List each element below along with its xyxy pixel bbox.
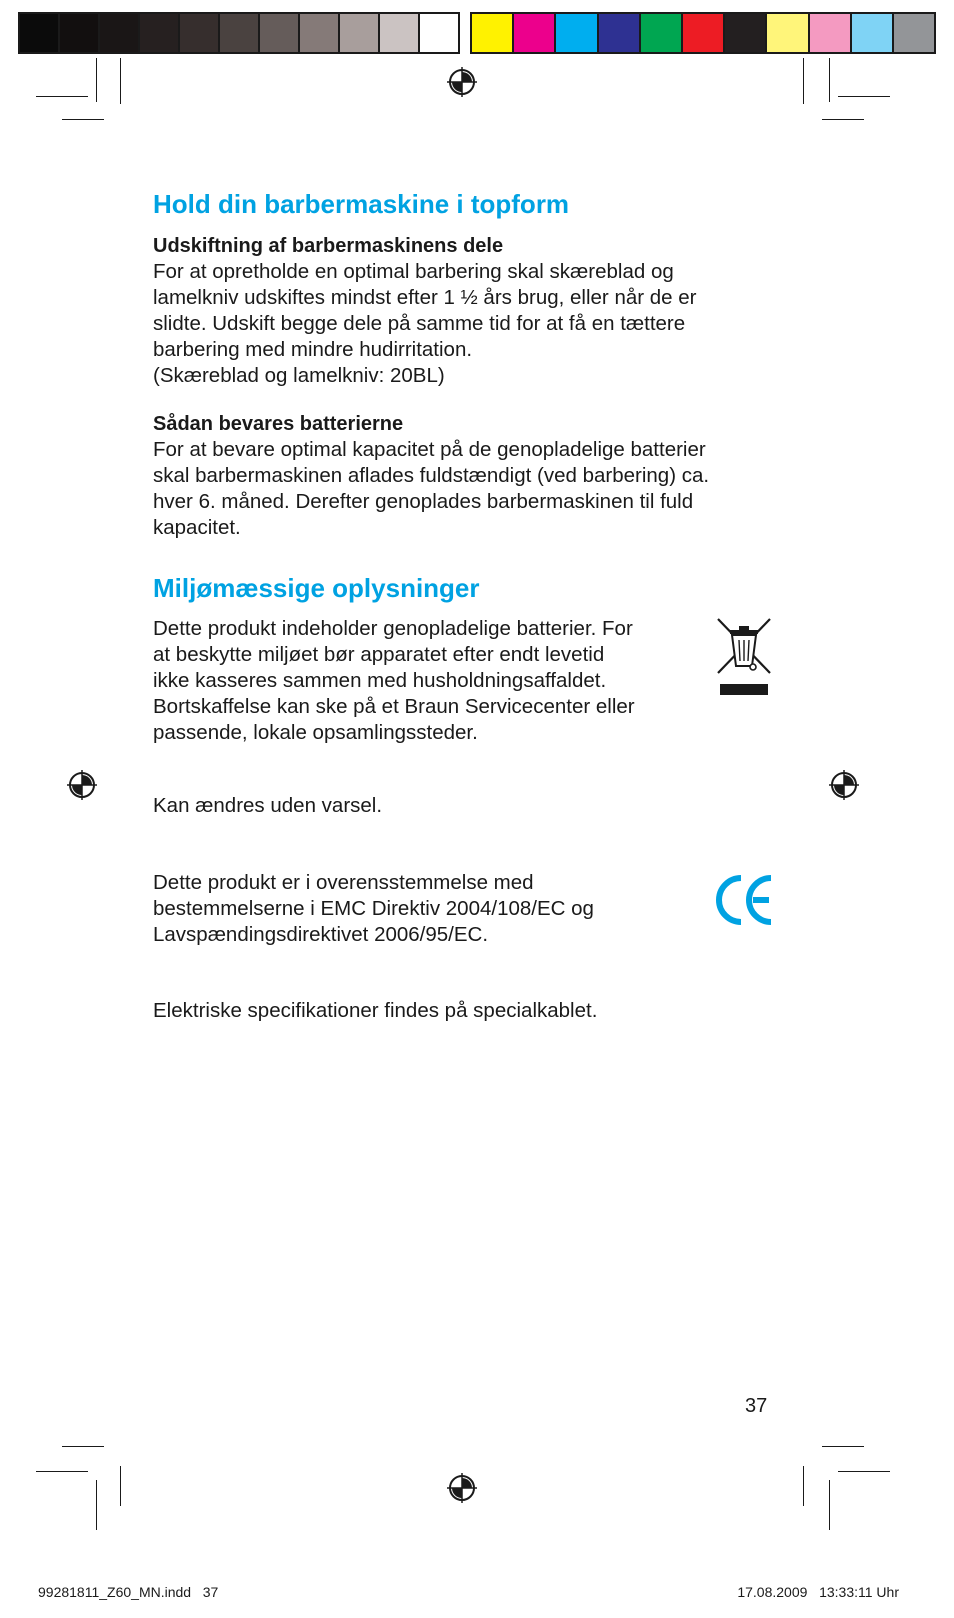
subsection-heading: Udskiftning af barbermaskinens dele: [153, 235, 504, 257]
crop-mark: [120, 1466, 121, 1506]
color-swatch: [723, 14, 765, 52]
paragraph-line: bestemmelserne i EMC Direktiv 2004/108/EC og: [153, 897, 594, 920]
crop-mark: [822, 119, 864, 120]
crop-mark: [36, 1471, 88, 1472]
color-swatch: [218, 14, 258, 52]
gray-calibration-bar: [18, 12, 460, 54]
electrical-specs-note: Elektriske specifikationer findes på specialkablet.: [153, 999, 598, 1022]
file-slug: 99281811_Z60_MN.indd 37: [38, 1584, 219, 1600]
paragraph-line: at beskytte miljøet bør apparatet efter endt levetid: [153, 643, 605, 666]
color-swatch: [338, 14, 378, 52]
color-swatch: [554, 14, 596, 52]
ce-conformity-paragraph: [153, 870, 713, 948]
paragraph-line: ikke kasseres sammen med husholdningsaffaldet.: [153, 669, 607, 692]
crop-mark: [96, 58, 97, 102]
crop-mark: [36, 96, 88, 97]
color-swatch: [681, 14, 723, 52]
ce-mark-icon: [713, 872, 775, 928]
color-swatch: [892, 14, 934, 52]
color-swatch: [765, 14, 807, 52]
color-swatch: [20, 14, 58, 52]
paragraph-line: Dette produkt er i overensstemmelse med: [153, 871, 534, 894]
color-swatch: [258, 14, 298, 52]
change-notice: Kan ændres uden varsel.: [153, 794, 383, 817]
page-number: 37: [745, 1395, 768, 1417]
paragraph-line: Dette produkt indeholder genopladelige batterier. For: [153, 617, 633, 640]
crop-mark: [822, 1446, 864, 1447]
registration-mark-icon: [447, 67, 477, 97]
paragraph-line: hver 6. måned. Derefter genoplades barbermaskinen til fuld: [153, 490, 694, 513]
crop-mark: [829, 58, 830, 102]
subsection-heading: Sådan bevares batterierne: [153, 413, 404, 435]
color-swatch: [58, 14, 98, 52]
crop-mark: [120, 58, 121, 104]
color-swatch: [298, 14, 338, 52]
color-swatch: [138, 14, 178, 52]
subsection-battery-care: [153, 411, 803, 541]
section-title-care: Hold din barbermaskine i topform: [153, 189, 570, 219]
color-swatch: [418, 14, 458, 52]
crop-mark: [96, 1480, 97, 1530]
color-swatch: [597, 14, 639, 52]
subsection-parts-replacement: [153, 233, 803, 389]
paragraph-line: slidte. Udskift begge dele på samme tid for at få en tættere: [153, 312, 686, 335]
color-swatch: [472, 14, 512, 52]
crop-mark: [838, 96, 890, 97]
registration-mark-icon: [447, 1473, 477, 1503]
paragraph-line: Lavspændingsdirektivet 2006/95/EC.: [153, 923, 489, 946]
date-slug: 17.08.2009 13:33:11 Uhr: [737, 1584, 899, 1600]
paragraph-line: barbering med mindre hudirritation.: [153, 338, 473, 361]
color-swatch: [639, 14, 681, 52]
paragraph-line: Bortskaffelse kan ske på et Braun Servicecenter eller: [153, 695, 635, 718]
crop-mark: [838, 1471, 890, 1472]
crop-mark: [62, 119, 104, 120]
environment-paragraph: [153, 616, 713, 746]
color-swatch: [850, 14, 892, 52]
paragraph-line: kapacitet.: [153, 516, 241, 539]
paragraph-line: skal barbermaskinen aflades fuldstændigt (ved barbering) ca.: [153, 464, 710, 487]
registration-mark-icon: [67, 770, 97, 800]
paragraph-line: (Skæreblad og lamelkniv: 20BL): [153, 364, 445, 387]
color-swatch: [378, 14, 418, 52]
color-swatch: [98, 14, 138, 52]
weee-crossed-bin-icon: [715, 616, 773, 698]
paragraph-line: lamelkniv udskiftes mindst efter 1 ½ års brug, eller når de er: [153, 286, 697, 309]
paragraph-line: For at bevare optimal kapacitet på de genopladelige batterier: [153, 438, 706, 461]
crop-mark: [829, 1480, 830, 1530]
paragraph-line: passende, lokale opsamlingssteder.: [153, 721, 478, 744]
paragraph-line: For at opretholde en optimal barbering skal skæreblad og: [153, 260, 674, 283]
color-calibration-bar: [470, 12, 936, 54]
color-swatch: [512, 14, 554, 52]
color-swatch: [178, 14, 218, 52]
crop-mark: [803, 1466, 804, 1506]
crop-mark: [803, 58, 804, 104]
registration-mark-icon: [829, 770, 859, 800]
crop-mark: [62, 1446, 104, 1447]
section-title-environment: Miljømæssige oplysninger: [153, 573, 480, 603]
color-swatch: [808, 14, 850, 52]
